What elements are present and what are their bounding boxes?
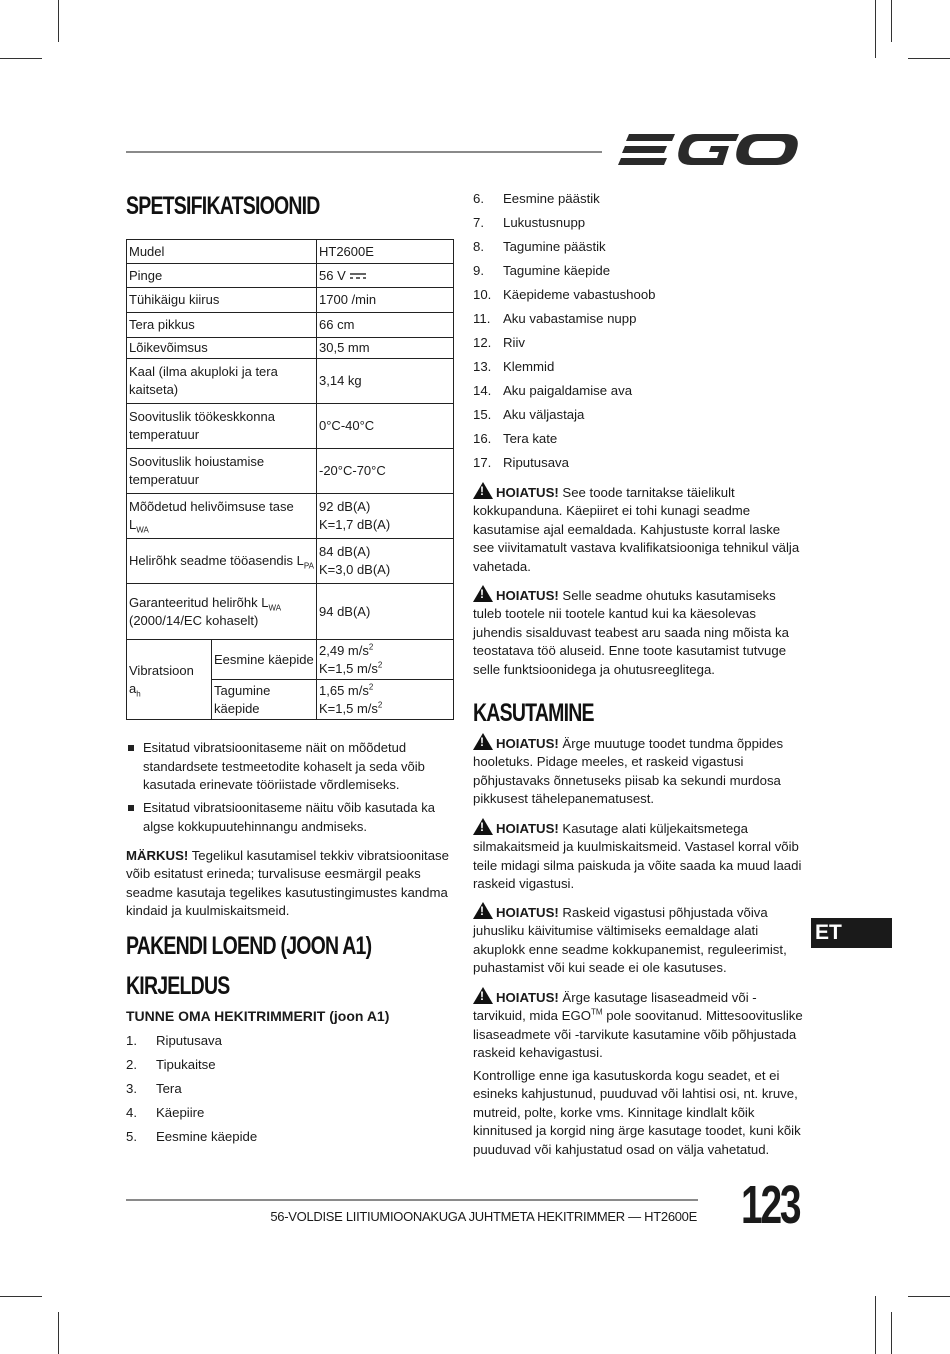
spec-heading: SPETSIFIKATSIOONID	[126, 192, 320, 220]
warning-paragraph: !HOIATUS! Ärge kasutage lisaseadmeid või -tarvikuid, mida EGO™ pole soovitanud. Mittesoovituslike lisaseadmete või -tarvikute kasutamine võib põhjustada raskeid kehavigastusi.	[473, 987, 803, 1063]
parts-list-right	[473, 189, 656, 477]
warning-icon	[473, 818, 493, 835]
list-item: 1. Riputusava	[126, 1033, 222, 1048]
list-item: 7. Lukustusnupp	[473, 215, 586, 230]
list-item: 16. Tera kate	[473, 431, 558, 446]
list-item: 6. Eesmine päästik	[473, 191, 600, 206]
table-row: Vibratsioon $a_h$ Eesmine käepide 2,49 $m/s^2$ K=1,5 $m/s^2$	[127, 640, 454, 680]
list-item: 4. Käepiire	[126, 1105, 205, 1120]
warning-icon	[473, 585, 493, 602]
desc-subheading: TUNNE OMA HEKITRIMMERIT (joon A1)	[126, 1008, 390, 1024]
list-item: 14. Aku paigaldamise ava	[473, 383, 633, 398]
usage-heading: KASUTAMINE	[473, 699, 594, 727]
table-row: Mõõdetud helivõimsuse tase $L_{WA}$ 92 dB(A) K=1,7 dB(A)	[127, 494, 454, 539]
list-item: 12. Riiv	[473, 335, 525, 350]
list-item: 9. Tagumine käepide	[473, 263, 611, 278]
table-row: Soovituslik hoiustamise temperatuur -20°C-70°C	[127, 449, 454, 494]
warning-icon	[473, 902, 493, 919]
closing-paragraph: Kontrollige enne iga kasutuskorda kogu seadet, et ei esineks kahjustunud, puuduvad või lahtisi osi, nt. kruve, mutreid, polte, korke vms. Kinnitage kindlalt kõik kinnitused ja korgid ning ärge kasutage toodet, kuni kõik puuduvad või kahjustatud osad on välja vahetatud.	[473, 1068, 801, 1157]
warning-paragraph: !HOIATUS! Raskeid vigastusi põhjustada võiva juhusliku käivitumise vältimiseks eemaldage alati akuplokk enne seadme kokkupanemist, reguleerimist, puhastamist või kui seade ei ole kasutuses.	[473, 902, 803, 978]
list-item: Esitatud vibratsioonitaseme näitu võib kasutada ka algse kokkupuutehinnangu andmiseks.	[128, 799, 439, 836]
list-item: Esitatud vibratsioonitaseme näit on mõõdetud standardsete testmeetodite kohaselt ja seda võib kasutada erinevate tööriistade võrdlemiseks.	[128, 739, 439, 795]
list-item: 3. Tera	[126, 1081, 182, 1096]
warning-paragraph: !HOIATUS! See toode tarnitakse täielikult kokkupanduna. Käepiiret ei tohi kunagi seadme kasutamise ajal eemaldada. Kahjustuste korral laske see viivitamatult vastava kvalifikatsiooniga tehnikul välja vahetada.	[473, 482, 803, 576]
ego-logo	[617, 130, 799, 170]
list-item: 2. Tipukaitse	[126, 1057, 216, 1072]
list-item: 5. Eesmine käepide	[126, 1129, 258, 1144]
warning-icon	[473, 482, 493, 499]
table-row: Tagumine käepide 1,65 $m/s^2$ K=1,5 $m/s^2$	[127, 680, 454, 720]
desc-heading: KIRJELDUS	[126, 972, 230, 1000]
list-item: 17. Riputusava	[473, 455, 569, 470]
table-row: Mudel HT2600E	[127, 240, 454, 264]
table-row: Tera pikkus 66 cm	[127, 313, 454, 338]
table-row: Pinge 56 V	[127, 264, 454, 288]
logo-text: EGO	[617, 130, 620, 131]
warning-paragraph: !HOIATUS! Ärge muutuge toodet tundma õppides hooletuks. Pidage meeles, et raskeid vigastusi põhjustavaks õnnetuseks piisab ka sekundi murdosa pikkusest tähelepanematusest.	[473, 733, 803, 809]
bullet-icon	[128, 805, 134, 811]
bullet-icon	[128, 745, 134, 751]
footer-rule	[126, 1199, 698, 1201]
language-tab: ET	[811, 918, 892, 948]
list-item: 11. Aku vabastamise nupp	[473, 311, 637, 326]
list-item: 15. Aku väljastaja	[473, 407, 585, 422]
warning-icon	[473, 733, 493, 750]
table-row: Lõikevõimsus 30,5 mm	[127, 338, 454, 359]
table-row: Kaal (ilma akuploki ja tera kaitseta) 3,14 kg	[127, 359, 454, 404]
table-row: Soovituslik töökeskkonna temperatuur 0°C-40°C	[127, 404, 454, 449]
list-item: 8. Tagumine päästik	[473, 239, 606, 254]
spec-table	[126, 239, 454, 720]
header-rule	[126, 151, 602, 153]
warning-paragraph: !HOIATUS! Selle seadme ohutuks kasutamiseks tuleb tootele nii tootele kantud kui ka käesolevas juhendis sisalduvast teabest aru saada ning mõista ka teostatava töö aluseid. Enne toote kasutamist tutvuge selle funktsioonidega ja ohutusreeglitega.	[473, 585, 803, 679]
warning-paragraph: !HOIATUS! Kasutage alati küljekaitsmetega silmakaitsmeid ja kuulmiskaitsmeid. Vastasel korral võib teile midagi silma paiskuda ja võite saada ka muud laadi raskeid vigastusi.	[473, 818, 803, 894]
table-row: Garanteeritud helirõhk $L_{WA}$ (2000/14/EC kohaselt) 94 dB(A)	[127, 584, 454, 640]
dc-symbol-icon	[349, 272, 367, 280]
table-row: Tühikäigu kiirus 1700 /min	[127, 288, 454, 313]
table-row: Helirõhk seadme tööasendis $L_{PA}$ 84 dB(A) K=3,0 dB(A)	[127, 539, 454, 584]
note-paragraph: MÄRKUS! Tegelikul kasutamisel tekkiv vibratsioonitase võib esitatust erineda; turvalisuse eesmärgil peaks seadme kasutaja tegelikes kasutustingimustes kandma kindaid ja kuulmiskaitsmeid.	[126, 848, 449, 919]
warning-icon	[473, 987, 493, 1004]
footer-title: 56-VOLDISE LIITIUMIOONAKUGA JUHTMETA HEKITRIMMER — HT2600E	[270, 1209, 697, 1224]
page-number: 123	[741, 1175, 800, 1235]
parts-list-left	[126, 1031, 257, 1151]
list-item: 13. Klemmid	[473, 359, 555, 374]
list-item: 10. Käepideme vabastushoob	[473, 287, 656, 302]
pack-heading: PAKENDI LOEND (JOON A1)	[126, 932, 372, 960]
